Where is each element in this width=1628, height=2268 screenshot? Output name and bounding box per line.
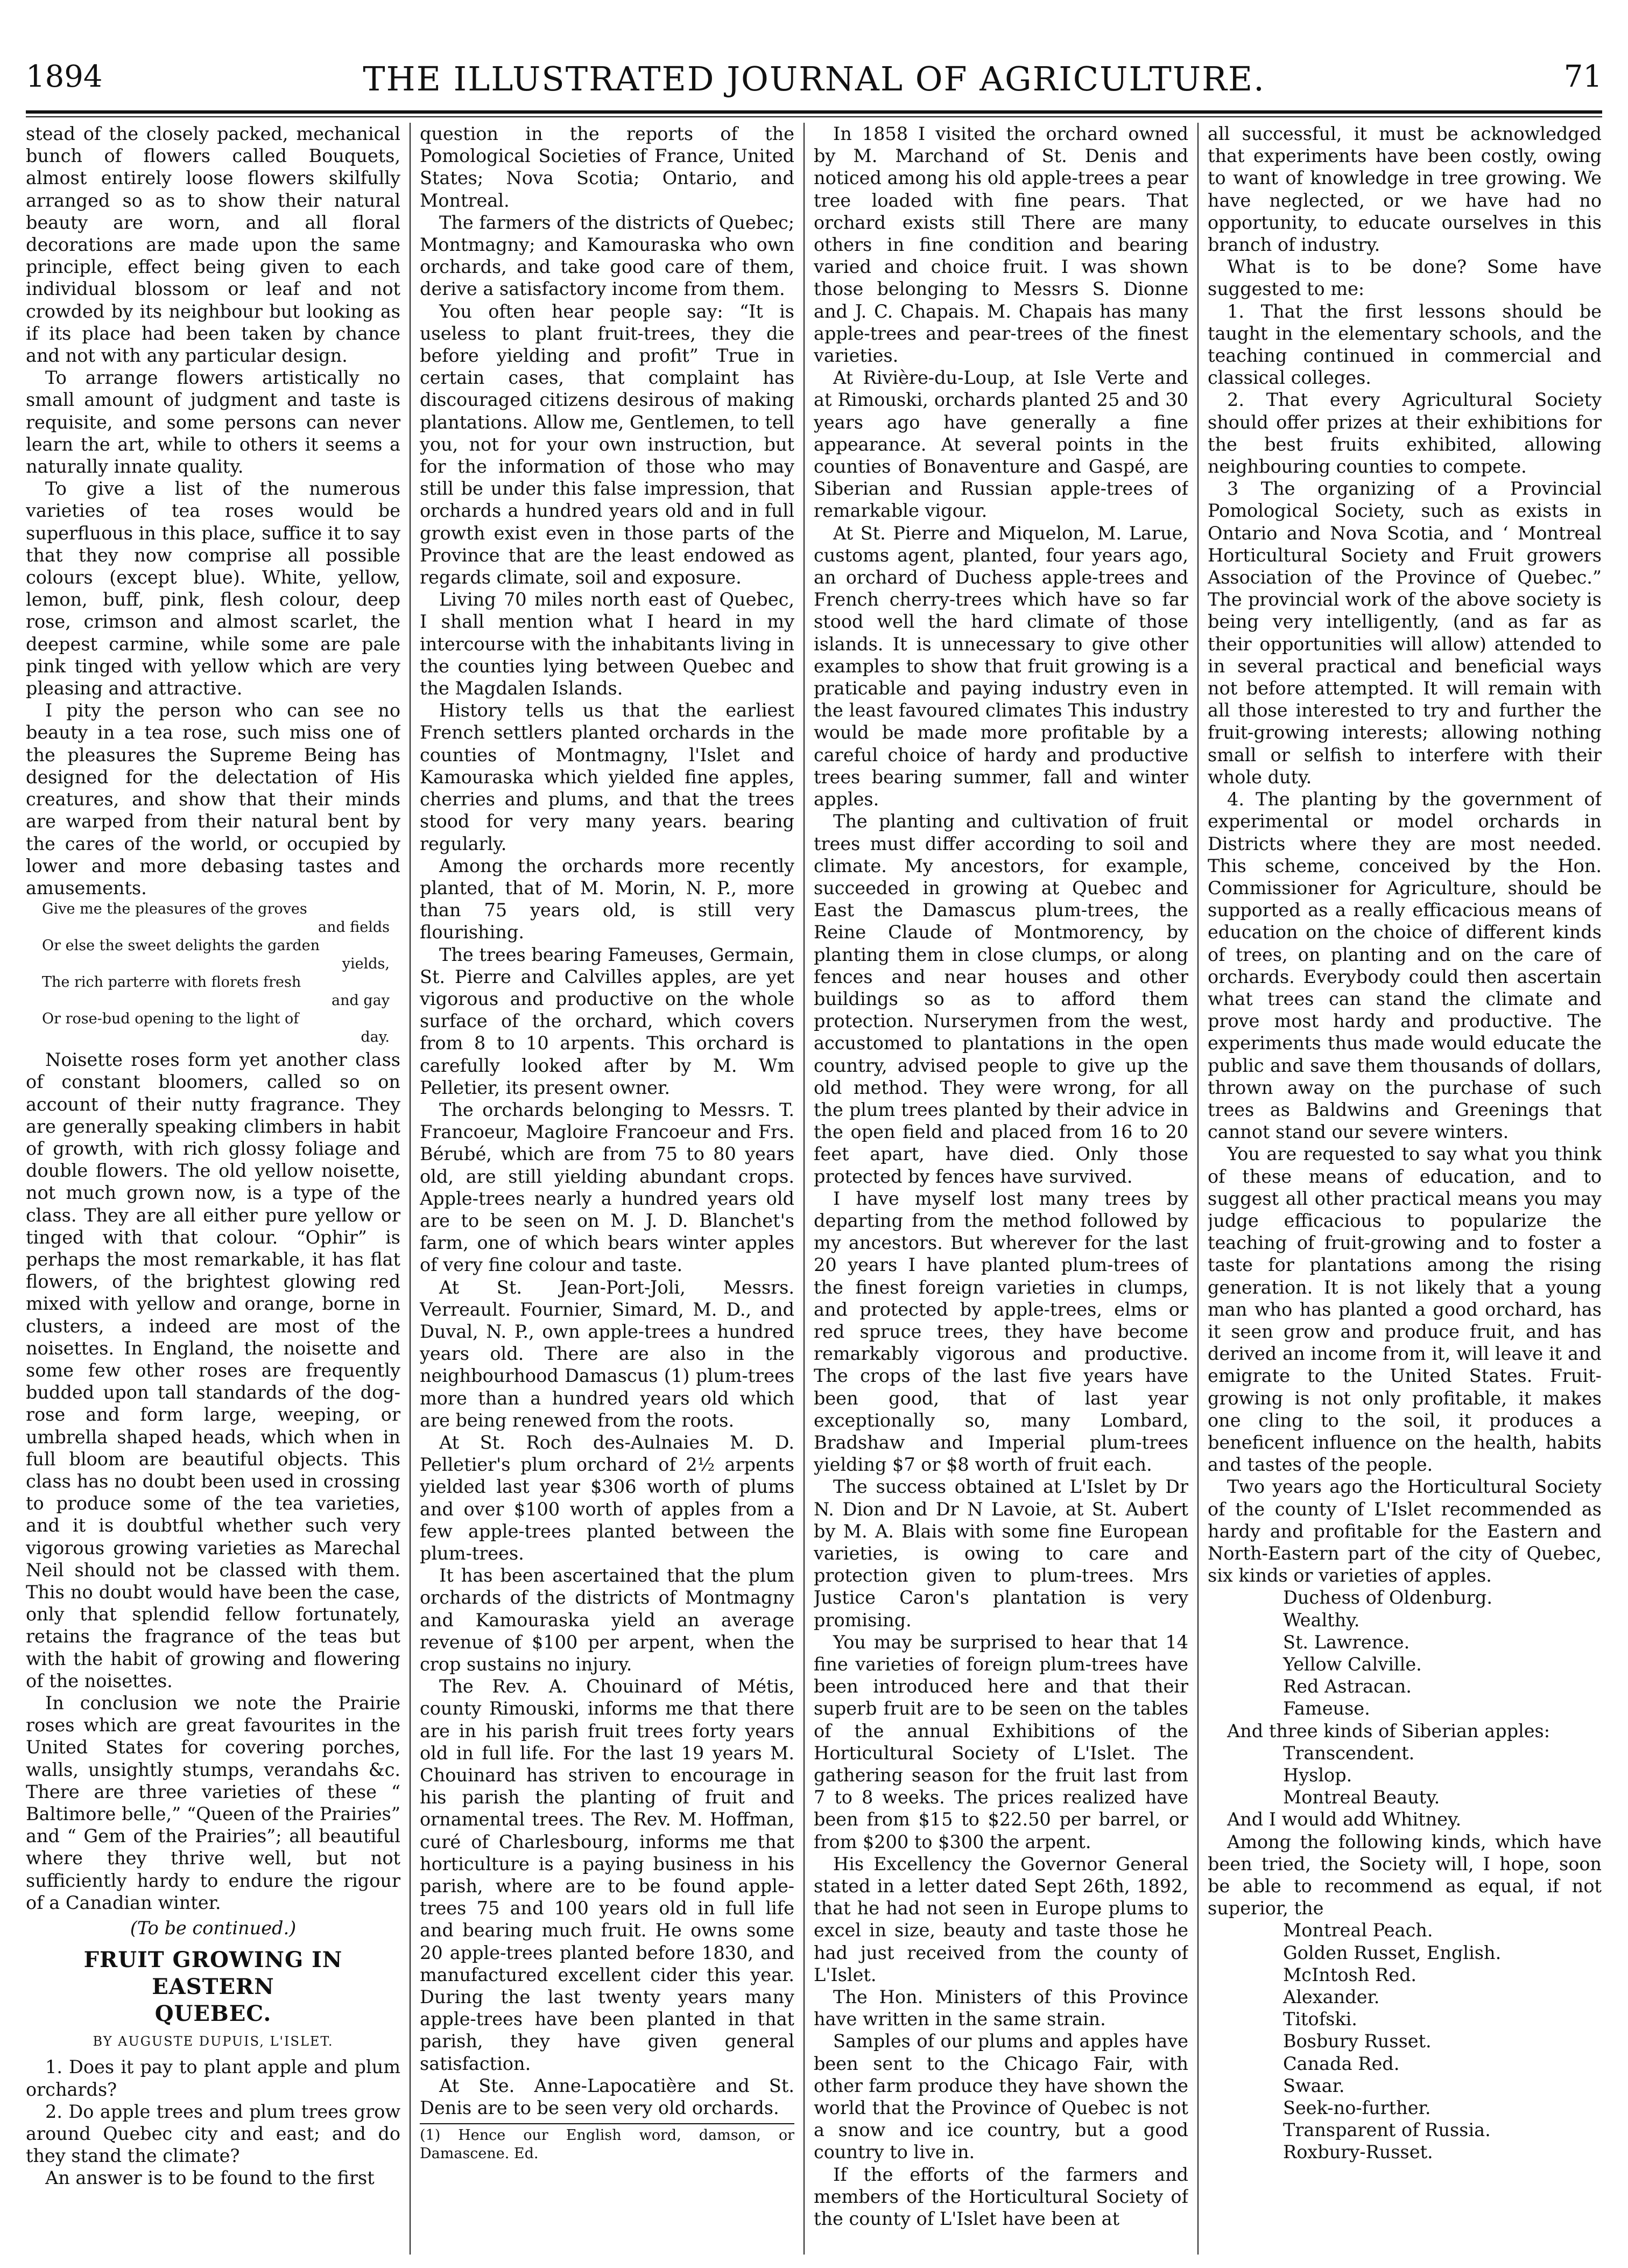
paragraph: At St. Pierre and Miquelon, M. Larue, customs agent, planted, four years ago, an orchard of Duchess apple-trees and French cherry-trees which have so far stood well the hard climate of those islands. It is unnecessary to give other examples to show that fruit growing is a praticable and paying industry even in the least favoured climates This industry would be made more profitable by a careful choice of hardy and productive trees bearing summer, fall and winter apples. <box>814 522 1188 810</box>
footnote: (1) Hence our English word, damson, or Damascene. Ed. <box>420 2123 794 2163</box>
column-1 <box>26 123 400 2255</box>
list-item: Seek-no-further. <box>1283 2097 1431 2119</box>
paragraph: 2. That every Agricultural Society should offer prizes at their exhibitions for the best fruits exhibited, allowing neighbouring counties to compete. <box>1208 389 1602 478</box>
apple-list-tried <box>1283 1919 1602 2163</box>
paragraph: To give a list of the numerous varieties of tea roses would be superfluous in this place, suffice it to say that they now comprise all possible colours (except blue). White, yellow, lemon, buff, pink, flesh colour, deep rose, crimson and almost scarlet, the deepest carmine, while some are pale pink tinged with yellow which are very pleasing and attractive. <box>26 478 400 699</box>
paragraph: The trees bearing Fameuses, Germain, St. Pierre and Calvilles apples, are yet vigorous and productive on the whole surface of the orchard, which covers from 8 to 10 arpents. This orchard is carefully looked after by M. Wm Pelletier, its present owner. <box>420 944 794 1098</box>
apple-list-siberian <box>1283 1742 1602 1809</box>
column-3 <box>814 123 1188 2255</box>
paragraph: 1. That the first lessons should be taught in the elementary schools, and the teaching continued in commercial and classical colleges. <box>1208 300 1602 389</box>
list-item: Hyslop. <box>1283 1765 1352 1786</box>
paragraph: The Rev. A. Chouinard of Métis, county Rimouski, informs me that there are in his parish fruit trees forty years old in full life. For the last 19 years M. Chouinard has striven to encourage in his parish the planting of fruit and ornamental trees. The Rev. M. Hoffman, curé of Charlesbourg, informs me that horticulture is a paying business in his parish, where are to be found apple-trees 75 and 100 years old in full life and bearing much fruit. He owns some 20 apple-trees planted before 1830, and manufactured excellent cider this year. During the last twenty years many apple-trees have been planted in that parish, they have given general satisfaction. <box>420 1676 794 2074</box>
list-item: Bosbury Russet. <box>1283 2031 1432 2052</box>
paragraph: Among the following kinds, which have been tried, the Society will, I hope, soon be able to recommend as equal, if not superior, the <box>1208 1831 1602 1919</box>
paragraph: An answer is to be found to the first <box>45 2167 375 2189</box>
list-item: Montreal Beauty. <box>1283 1787 1440 1808</box>
paragraph: At St. Jean-Port-Joli, Messrs. Verreault. Fournier, Simard, M. D., and Duval, N. P., own apple-trees a hundred years old. There are also in the neighbourhood Damascus (1) plum-trees more than a hundred years old which are being renewed from the roots. <box>420 1276 794 1431</box>
paragraph: His Excellency the Governor General stated in a letter dated Sept 26th, 1892, that he had not seen in Europe plums to excel in size, beauty and taste those he had just received from the county of L'Islet. <box>814 1853 1188 1985</box>
poem-quote <box>42 900 400 1047</box>
header-rule-thin <box>26 116 1602 117</box>
paragraph: Among the orchards more recently planted, that of M. Morin, N. P., more than 75 years old, is still very flourishing. <box>420 855 794 943</box>
column-divider <box>804 123 805 2255</box>
paragraph: Samples of our plums and apples have been sent to the Chicago Fair, with other farm produce they have shown the world that the Province of Quebec is not a snow and ice country, but a good country to live in. <box>814 2031 1188 2163</box>
poem-line: day. <box>361 1029 390 1046</box>
paragraph: The planting and cultivation of fruit trees must differ according to soil and climate. My ancestors, for example, succeeded in growing at Quebec and East the Damascus plum-trees, the Reine Claude of Montmorency, by planting them in close clumps, or along fences and near houses and other buildings so as to afford them protection. Nurserymen from the west, accustomed to plantations in the open country, advised people to give up the old method. They were wrong, for all the plum trees planted by their advice in the open field and placed from 16 to 20 feet apart, have died. Only those protected by fences have survived. <box>814 811 1188 1187</box>
header-year: 1894 <box>26 59 103 94</box>
column-divider <box>1197 123 1199 2255</box>
list-item: St. Lawrence. <box>1283 1631 1410 1653</box>
paragraph: And three kinds of Siberian apples: <box>1227 1720 1551 1742</box>
paragraph: You often hear people say: “It is useless to plant fruit-trees, they die before yielding and profit” True in certain cases, that complaint has discouraged citizens desirous of making plantations. Allow me, Gentlemen, to tell you, not for your own instruction, but for the information of those who may still be under this false impression, that orchards a hundred years old and in full growth exist even in those parts of the Province that are the least endowed as regards climate, soil and exposure. <box>420 300 794 588</box>
list-item: Duchess of Oldenburg. <box>1283 1587 1492 1609</box>
list-item: Yellow Calville. <box>1283 1654 1422 1675</box>
question: 2. Do apple trees and plum trees grow around Quebec city and east; and do they stand the climate? <box>26 2101 400 2167</box>
paragraph: I pity the person who can see no beauty in a tea rose, such miss one of the pleasures the Supreme Being has designed for the delectation of His creatures, and show that their minds are warped from their natural bent by the cares of the world, or occupied by lower and more debasing tastes and amusements. <box>26 700 400 898</box>
paragraph: The orchards belonging to Messrs. T. Francoeur, Magloire Francoeur and Frs. Bérubé, which are from 75 to 80 years old, are still yielding abundant crops. Apple-trees nearly a hundred years old are to be seen on M. J. D. Blanchet's farm, one of which bears winter apples of very fine colour and taste. <box>420 1099 794 1276</box>
paragraph: To arrange flowers artistically no small amount of judgment and taste is requisite, and some persons can never learn the art, while to others it seems a naturally innate quality. <box>26 367 400 478</box>
paragraph: I have myself lost many trees by departing from the method followed by my ancestors. But wherever for the last 20 years I have planted plum-trees of the finest foreign varieties in clumps, and protected by apple-trees, elms or red spruce trees, they have become remarkably vigorous and productive. The crops of the last five years have been good, that of last year exceptionally so, many Lombard, Bradshaw and Imperial plum-trees yielding $7 or $8 worth of fruit each. <box>814 1188 1188 1476</box>
list-item: Transcendent. <box>1283 1742 1415 1764</box>
paragraph: 4. The planting by the government of experimental or model orchards in Districts where they are most needed. This scheme, conceived by the Hon. Commissioner for Agriculture, should be supported as a really efficacious means of education on the choice of different kinds of trees, on planting and on the care of orchards. Everybody could then ascertain what trees can stand the climate and prove most hardy and productive. The experiments thus made would educate the public and save them thousands of dollars, thrown away on the purchase of such trees as Baldwins and Greenings that cannot stand our severe winters. <box>1208 789 1602 1143</box>
paragraph: History tells us that the earliest French settlers planted orchards in the counties of Montmagny, l'Islet and Kamouraska which yielded fine apples, cherries and plums, and that the trees stood for very many years. bearing regularly. <box>420 700 794 854</box>
paragraph: In 1858 I visited the orchard owned by M. Marchand of St. Denis and noticed among his old apple-trees a pear tree loaded with fine pears. That orchard exists still There are many others in fine condition and bearing varied and choice fruit. I was shown those belonging to Messrs S. Dionne and J. C. Chapais. M. Chapais has many apple-trees and pear-trees of the finest varieties. <box>814 123 1188 367</box>
paragraph: In conclusion we note the Prairie roses which are great favourites in the United States for covering porches, walls, unsightly stumps, verandahs &c. There are three varieties of these “ Baltimore belle,” “Queen of the Prairies” and “ Gem of the Prairies”; all beautiful where they thrive well, but not sufficiently hardy to endure the rigour of a Canadian winter. <box>26 1693 400 1913</box>
list-item: Golden Russet, English. <box>1283 1942 1502 1963</box>
poem-line: and gay <box>332 992 390 1009</box>
paragraph: Noisette roses form yet another class of constant bloomers, called so on account of their nutty fragrance. They are generally speaking climbers in habit of growth, with rich glossy foliage and double flowers. The old yellow noisette, not much grown now, is a type of the class. They are all either pure yellow or tinged with that colour. “Ophir” is perhaps the most remarkable, it has flat flowers, of the brightest glowing red mixed with yellow and orange, borne in clusters, a indeed are most of the noisettes. In England, the noisette and some few other roses are frequently budded upon tall standards of the dog-rose and form large, weeping, or umbrella shaped heads, which when in full bloom are beautiful objects. This class has no doubt been used in crossing to produce some of the tea varieties, and it is doubtful whether such very vigorous growing varieties as Marechal Neil should not be classed with them. This no doubt would have been the case, only that splendid fellow fortunately, retains the fragrance of the teas but with the habit of growing and flowering of the noisettes. <box>26 1049 400 1691</box>
paragraph: If the efforts of the farmers and members of the Horticultural Society of the county of L'Islet have been at <box>814 2164 1188 2230</box>
question: 1. Does it pay to plant apple and plum orchards? <box>26 2056 400 2100</box>
list-item: Red Astracan. <box>1283 1676 1412 1697</box>
paragraph: Living 70 miles north east of Quebec, I shall mention what I heard in my intercourse with the inhabitants living in the counties lying between Quebec and the Magdalen Islands. <box>420 589 794 699</box>
list-item: Fameuse. <box>1283 1698 1370 1719</box>
paragraph: At Rivière-du-Loup, at Isle Verte and at Rimouski, orchards planted 25 and 30 years ago have generally a fine appearance. At several points in the counties of Bonaventure and Gaspé, are Siberian and Russian apple-trees of remarkable vigour. <box>814 367 1188 522</box>
paragraph: stead of the closely packed, mechanical bunch of flowers called Bouquets, almost entirely loose flowers skilfully arranged so as to show their natural beauty are worn, and all floral decorations are made upon the same principle, effect being given to each individual blossom or leaf and not crowded by its neighbour but looking as if its place had been taken by chance and not with any particular design. <box>26 123 400 367</box>
paragraph: question in the reports of the Pomological Societies of France, United States; Nova Scotia; Ontario, and Montreal. <box>420 123 794 211</box>
paragraph: It has been ascertained that the plum orchards of the districts of Montmagny and Kamouraska yield an average revenue of $100 per arpent, when the crop sustains no injury. <box>420 1565 794 1675</box>
poem-line: Or rose-bud opening to the light of <box>42 1010 299 1028</box>
paragraph: And I would add Whitney. <box>1227 1809 1462 1830</box>
page-number: 71 <box>1563 59 1602 94</box>
poem-line: The rich parterre with florets fresh <box>42 974 301 991</box>
poem-line: Or else the sweet delights the garden <box>42 937 320 954</box>
poem-line: and fields <box>318 919 390 936</box>
list-item: Roxbury-Russet. <box>1283 2141 1433 2163</box>
column-4 <box>1208 123 1602 2255</box>
list-item: Wealthy. <box>1283 1609 1360 1631</box>
byline: BY AUGUSTE DUPUIS, L'ISLET. <box>93 2034 334 2049</box>
paragraph: all successful, it must be acknowledged that experiments have been costly, owing to want of knowledge in tree growing. We have neglected, or we have had no opportunity, to educate ourselves in this branch of industry. <box>1208 123 1602 256</box>
list-item: Transparent of Russia. <box>1283 2119 1491 2141</box>
list-item: Canada Red. <box>1283 2053 1400 2074</box>
paragraph: The farmers of the districts of Quebec; Montmagny; and Kamouraska who own orchards, and take good care of them, derive a satisfactory income from them. <box>420 212 794 300</box>
paragraph: You are requested to say what you think of these means of education, and to suggest all other practical means you may judge efficacious to popularize the teaching of fruit-growing and to foster a taste for plantations among the rising generation. It is not likely that a young man who has planted a good orchard, has it seen grow and produce fruit, and has derived an income from it, will leave it and emigrate to the United States. Fruit-growing is not only profitable, it makes one cling to the soil, it produces a beneficent influence on the health, habits and tastes of the people. <box>1208 1143 1602 1476</box>
paragraph: The success obtained at L'Islet by Dr N. Dion and Dr N Lavoie, at St. Aubert by M. A. Blais with some fine European varieties, is owing to care and protection given to plum-trees. Mrs Justice Caron's plantation is very promising. <box>814 1476 1188 1631</box>
column-2 <box>420 123 794 2255</box>
paragraph: You may be surprised to hear that 14 fine varieties of foreign plum-trees have been introduced here and that their superb fruit are to be seen on the tables of the annual Exhibitions of the Horticultural Society of L'Islet. The gathering season for the fruit last from 7 to 8 weeks. The prices realized have been from $15 to $22.50 per barrel, or from $200 to $300 the arpent. <box>814 1631 1188 1852</box>
paragraph: 3 The organizing of a Provincial Pomological Society, such as exists in Ontario and Nova Scotia, and ‘ Montreal Horticultural Society and Fruit growers Association of the Province of Quebec.” The provincial work of the above society is being very intelligently, (and as far as their opportunities will allow) attended to in several practical and beneficial ways not before attempted. It will remain with all those interested to try and further the fruit-growing interests; allowing nothing small or selfish to interfere with their whole duty. <box>1208 478 1602 788</box>
paragraph: The Hon. Ministers of this Province have written in the same strain. <box>814 1986 1188 2030</box>
paragraph: At St. Roch des-Aulnaies M. D. Pelletier's plum orchard of 2½ arpents yielded last year $306 worth of plums and over $100 worth of apples from a few apple-trees planted between the plum-trees. <box>420 1431 794 1564</box>
poem-line: Give me the pleasures of the groves <box>42 901 307 918</box>
apple-list-recommended <box>1283 1586 1602 1719</box>
list-item: Titofski. <box>1283 2009 1357 2030</box>
list-item: Montreal Peach. <box>1283 1920 1433 1941</box>
journal-title: THE ILLUSTRATED JOURNAL OF AGRICULTURE. <box>363 59 1265 99</box>
paragraph: What is to be done? Some have suggested to me: <box>1208 256 1602 300</box>
section-title-line: FRUIT GROWING IN EASTERN <box>83 1947 343 2000</box>
page-header <box>26 59 1602 108</box>
list-item: Swaar. <box>1283 2075 1345 2096</box>
header-rule <box>26 110 1602 114</box>
column-divider <box>410 123 411 2255</box>
list-item: Alexander. <box>1283 1986 1380 2008</box>
paragraph: Two years ago the Horticultural Society of the county of L'Islet recommended as hardy and profitable for the Eastern and North-Eastern part of the city of Quebec, six kinds or varieties of apples. <box>1208 1476 1602 1586</box>
paragraph: At Ste. Anne-Lapocatière and St. Denis are to be seen very old orchards. <box>420 2075 794 2119</box>
to-be-continued: (To be continued.) <box>130 1918 297 1939</box>
poem-line: yields, <box>342 956 390 973</box>
list-item: McIntosh Red. <box>1283 1964 1417 1985</box>
section-title <box>26 1947 400 2027</box>
section-title-line: QUEBEC. <box>154 2001 272 2027</box>
